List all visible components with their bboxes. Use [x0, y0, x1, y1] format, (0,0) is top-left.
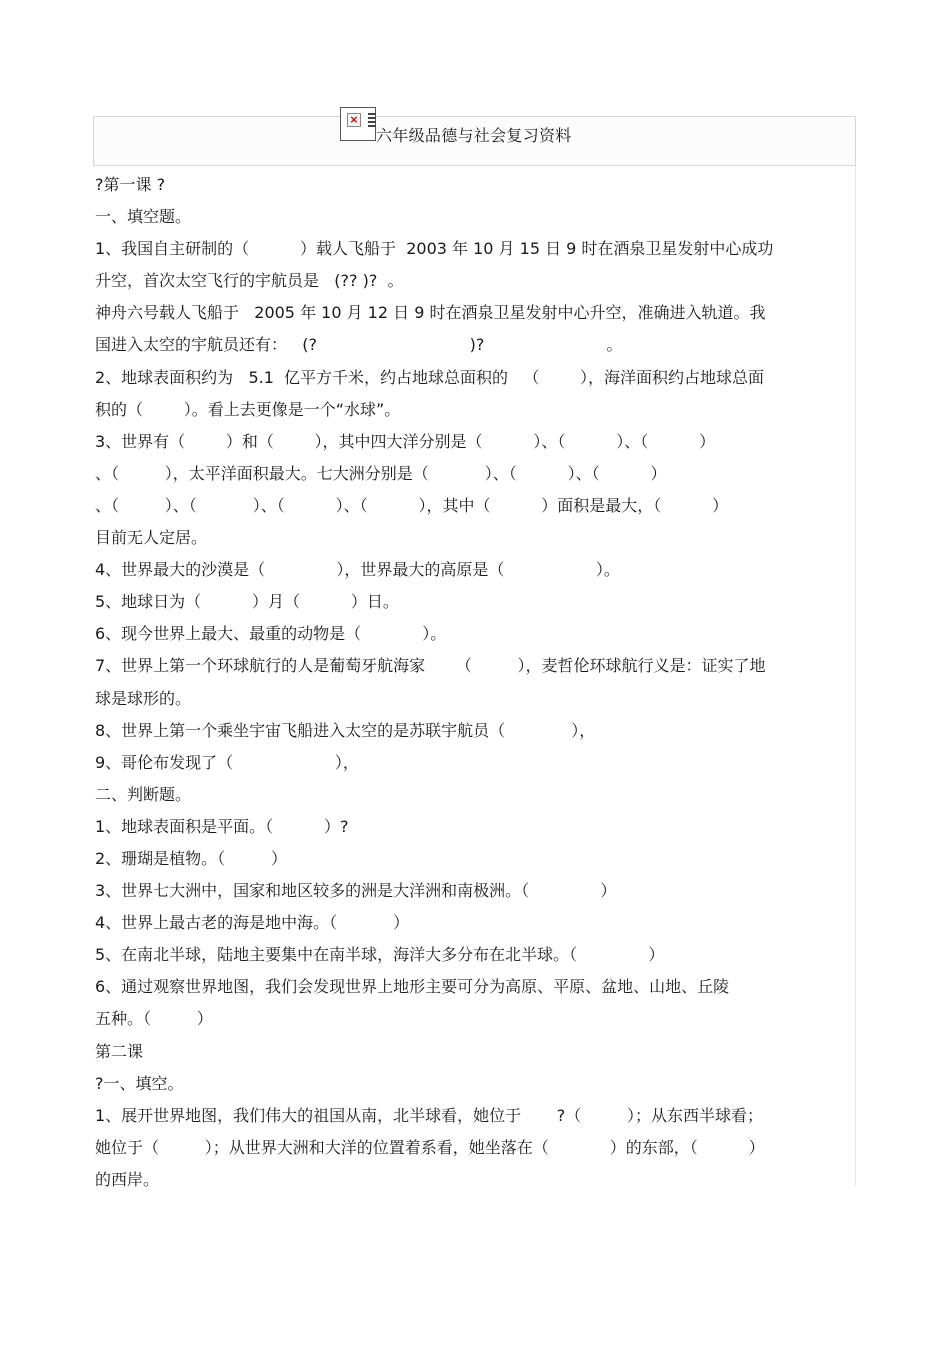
question-line: 神舟六号载人飞船于 2005 年 10 月 12 日 9 时在酒泉卫星发射中心升空，准确进入轨道。我: [95, 303, 766, 323]
document-body: [95, 169, 855, 1196]
question-line: 目前无人定居。: [95, 528, 208, 548]
question-line: 4、世界最大的沙漠是（ ），世界最大的高原是（ ）。: [95, 560, 620, 580]
question-line: 8、世界上第一个乘坐宇宙飞船进入太空的是苏联宇航员（ ），: [95, 720, 596, 740]
question-line: 球是球形的。: [95, 688, 192, 708]
question-line: 、（ ）、（ ）、（ ）、（ ），其中（ ）面积是最大，（ ）: [95, 495, 729, 515]
image-tag-icon: [368, 111, 376, 131]
question-line: 升空，首次太空飞行的宇航员是 (?? )? 。: [95, 271, 404, 291]
question-line: 2、地球表面积约为 5.1 亿平方千米，约占地球总面积的 （ ），海洋面积约占地球总面: [95, 367, 765, 387]
question-line: 1、我国自主研制的（ ）载人飞船于 2003 年 10 月 15 日 9 时在酒泉卫星发射中心成功: [95, 239, 774, 259]
question-line: 3、世界七大洲中，国家和地区较多的洲是大洋洲和南极洲。（ ）: [95, 881, 617, 901]
broken-image-placeholder: [340, 107, 376, 141]
question-line: 1、地球表面积是平面。（ ）?: [95, 816, 349, 836]
question-line: 4、世界上最古老的海是地中海。（ ）: [95, 913, 410, 933]
question-line: 五种。（ ）: [95, 1009, 213, 1029]
broken-image-icon: ×: [347, 113, 361, 127]
lesson-heading: 第二课: [95, 1041, 144, 1061]
question-line: 她位于（ ）；从世界大洲和大洋的位置着系看，她坐落在（ ）的东部，（ ）: [95, 1137, 765, 1157]
question-line: 积的（ ）。看上去更像是一个“水球”。: [95, 399, 401, 419]
section-heading: ?一、填空。: [95, 1073, 184, 1093]
question-line: 9、哥伦布发现了（ ），: [95, 752, 359, 772]
question-line: 5、在南北半球，陆地主要集中在南半球，海洋大多分布在北半球。（ ）: [95, 945, 665, 965]
question-line: 3、世界有（ ）和（ ），其中四大洋分别是（ ）、（ ）、（ ）: [95, 431, 716, 451]
document-title: 六年级品德与社会复习资料: [376, 126, 572, 145]
right-border-line: [855, 166, 856, 1186]
question-line: 1、展开世界地图，我们伟大的祖国从南，北半球看，她位于 ?（ ）；从东西半球看；: [95, 1105, 764, 1125]
question-line: 2、珊瑚是植物。（ ）: [95, 848, 287, 868]
question-line: 国进入太空的宇航员还有： (? )? 。: [95, 335, 623, 355]
question-line: 6、现今世界上最大、最重的动物是（ ）。: [95, 624, 447, 644]
question-line: 5、地球日为（ ）月（ ）日。: [95, 592, 399, 612]
lesson-heading: ?第一课 ?: [95, 175, 166, 194]
section-heading: 一、填空题。: [95, 207, 192, 227]
question-line: 、（ ），太平洋面积最大。七大洲分别是（ ）、（ ）、（ ）: [95, 463, 667, 483]
question-line: 的西岸。: [95, 1169, 160, 1189]
question-line: 6、通过观察世界地图，我们会发现世界上地形主要可分为高原、平原、盆地、山地、丘陵: [95, 977, 730, 997]
question-line: 7、世界上第一个环球航行的人是葡萄牙航海家 （ ），麦哲伦环球航行义是：证实了地: [95, 656, 766, 676]
section-heading: 二、判断题。: [95, 784, 192, 804]
